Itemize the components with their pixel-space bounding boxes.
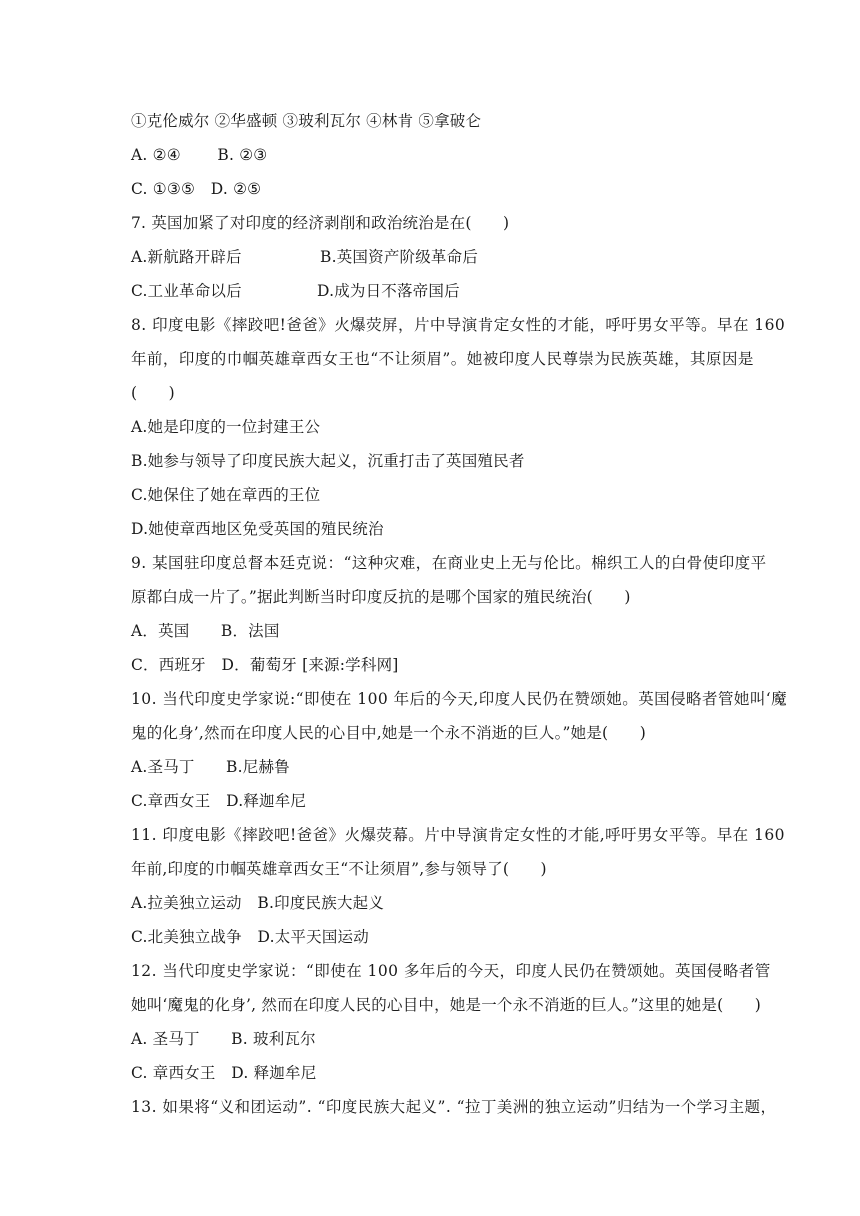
question-10-stem-line-2: 鬼的化身’,然而在印度人民的心目中,她是一个永不消逝的巨人。”她是( ) [131, 724, 646, 742]
question-7-option-d: D.成为日不落帝国后 [317, 282, 460, 300]
question-9-options-row-1: A．英国 B．法国 [131, 622, 280, 640]
question-7-option-a: A.新航路开辟后 [131, 248, 242, 266]
question-11-options-row-2: C.北美独立战争 D.太平天国运动 [131, 928, 369, 946]
question-7-option-c: C.工业革命以后 [131, 282, 242, 300]
question-8-option-a: A.她是印度的一位封建王公 [131, 418, 321, 436]
question-13-stem-line-1: 13. 如果将“义和团运动”. “印度民族大起义”. “拉丁美洲的独立运动”归结为一个学习主题， [131, 1098, 777, 1116]
question-9-options-row-2: C．西班牙 D．葡萄牙 [来源:学科网] [131, 656, 399, 674]
answer-option-row: A. ②④ B. ②③ [131, 146, 268, 164]
question-8-option-c: C.她保住了她在章西的王位 [131, 486, 321, 504]
question-10-options-row-1: A.圣马丁 B.尼赫鲁 [131, 758, 290, 776]
question-8-stem-line-2: 年前，印度的巾帼英雄章西女王也“不让须眉”。她被印度人民尊崇为民族英雄，其原因是 [131, 350, 754, 368]
question-12-options-row-1: A. 圣马丁 B. 玻利瓦尔 [131, 1030, 316, 1048]
question-12-options-row-2: C. 章西女王 D. 释迦牟尼 [131, 1064, 317, 1082]
question-9-stem-line-2: 原都白成一片了。”据此判断当时印度反抗的是哪个国家的殖民统治( ) [131, 588, 631, 606]
question-8-option-b: B.她参与领导了印度民族大起义，沉重打击了英国殖民者 [131, 452, 525, 470]
question-8-option-d: D.她使章西地区免受英国的殖民统治 [131, 520, 384, 538]
question-8-stem-line-3: ( ) [131, 384, 175, 402]
question-11-options-row-1: A.拉美独立运动 B.印度民族大起义 [131, 894, 385, 912]
options-list-line: ①克伦威尔 ②华盛顿 ③玻利瓦尔 ④林肯 ⑤拿破仑 [131, 112, 482, 130]
answer-option-row: C. ①③⑤ D. ②⑤ [131, 180, 262, 198]
question-7-options-row-2 [131, 281, 731, 301]
question-11-stem-line-2: 年前,印度的巾帼英雄章西女王“不让须眉”,参与领导了( ) [131, 860, 547, 878]
question-7-option-b: B.英国资产阶级革命后 [320, 248, 479, 266]
question-12-stem-line-1: 12. 当代印度史学家说：“即使在 100 多年后的今天，印度人民仍在赞颂她。英国侵略者管 [131, 962, 771, 980]
question-8-stem-line-1: 8. 印度电影《摔跤吧!爸爸》火爆荧屏，片中导演肯定女性的才能，呼吁男女平等。早在 160 [131, 316, 786, 334]
question-7-stem: 7. 英国加紧了对印度的经济剥削和政治统治是在( ) [131, 214, 510, 232]
question-10-stem-line-1: 10. 当代印度史学家说:“即使在 100 年后的今天,印度人民仍在赞颂她。英国侵略者管她叫‘魔 [131, 690, 788, 708]
question-10-options-row-2: C.章西女王 D.释迦牟尼 [131, 792, 307, 810]
question-9-stem-line-1: 9. 某国驻印度总督本廷克说：“这种灾难，在商业史上无与伦比。棉织工人的白骨使印度平 [131, 554, 767, 572]
question-11-stem-line-1: 11. 印度电影《摔跤吧!爸爸》火爆荧幕。片中导演肯定女性的才能,呼吁男女平等。早在 160 [131, 826, 785, 844]
question-7-options-row-1 [131, 247, 731, 267]
question-12-stem-line-2: 她叫‘魔鬼的化身’, 然而在印度人民的心目中，她是一个永不消逝的巨人。”这里的她是( ) [131, 996, 761, 1014]
